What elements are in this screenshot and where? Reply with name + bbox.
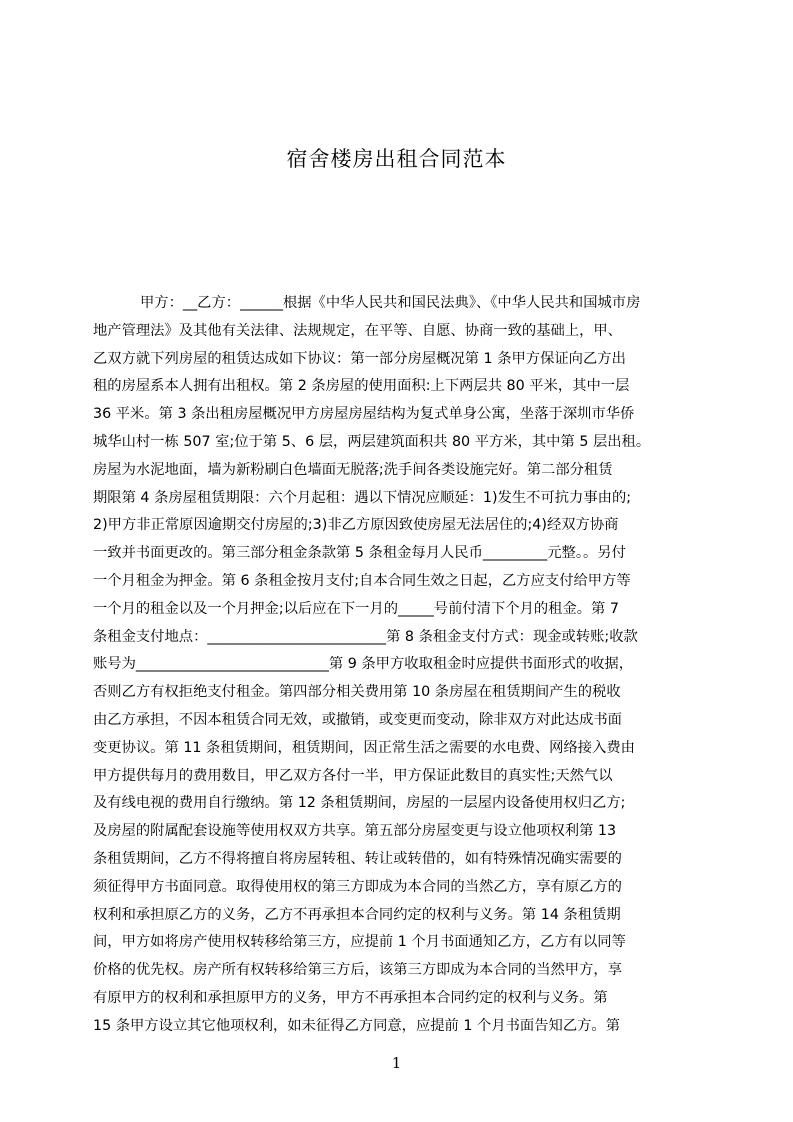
body-text-line: 有原甲方的权利和承担原甲方的义务，甲方不再承担本合同约定的权利与义务。第 <box>93 989 608 1006</box>
body-text-line: 36 平米。第 3 条出租房屋概况甲方房屋房屋结构为复式单身公寓，坐落于深圳市华侨 <box>93 406 635 423</box>
body-text-line: 条租金支付地点：_________________________第 8 条租金支付方式：现金或转账;收款 <box>93 628 638 645</box>
body-text-line: 2)甲方非正常原因逾期交付房屋的;3)非乙方原因致使房屋无法居住的;4)经双方协商 <box>93 517 619 534</box>
body-text-line: 账号为___________________________第 9 条甲方收取租金时应提供书面形式的收据， <box>93 656 634 673</box>
body-text-line: 房屋为水泥地面，墙为新粉刷白色墙面无脱落;洗手间各类设施完好。第二部分租赁 <box>93 461 613 478</box>
body-text-line: 甲方：__乙方：______根据《中华人民共和国民法典》、《中华人民共和国城市房 <box>140 295 641 311</box>
body-text-line: 条租赁期间，乙方不得将擅自将房屋转租、转让或转借的，如有特殊情况确实需要的 <box>93 850 622 867</box>
body-text-line: 城华山村一栋 507 室;位于第 5、6 层，两层建筑面积共 80 平方米，其中第 5 层出租。 <box>93 433 651 450</box>
document-title: 宿舍楼房出租合同范本 <box>286 147 507 171</box>
body-text-line: 一个月租金为押金。第 6 条租金按月支付;自本合同生效之日起，乙方应支付给甲方等 <box>93 572 631 589</box>
body-text-line: 一个月的租金以及一个月押金;以后应在下一月的_____号前付清下个月的租金。第 7 <box>93 600 619 617</box>
body-text-line: 及房屋的附属配套设施等使用权双方共享。第五部分房屋变更与设立他项权利第 13 <box>93 823 617 840</box>
body-text-line: 15 条甲方设立其它他项权利，如未征得乙方同意，应提前 1 个月书面告知乙方。第 <box>93 1017 621 1034</box>
body-text-line: 间，甲方如将房产使用权转移给第三方，应提前 1 个月书面通知乙方，乙方有以同等 <box>93 934 626 951</box>
body-text-line: 价格的优先权。房产所有权转移给第三方后，该第三方即成为本合同的当然甲方，享 <box>93 962 622 979</box>
body-text-line: 乙双方就下列房屋的租赁达成如下协议：第一部分房屋概况第 1 条甲方保证向乙方出 <box>93 350 626 367</box>
document-body <box>93 290 699 1040</box>
body-text-line: 变更协议。第 11 条租赁期间，租赁期间，因正常生活之需要的水电费、网络接入费由 <box>93 739 635 756</box>
page-number: 1 <box>391 1054 402 1072</box>
body-text-line: 地产管理法》及其他有关法律、法规规定，在平等、自愿、协商一致的基础上，甲、 <box>93 322 622 339</box>
body-text-line: 租的房屋系本人拥有出租权。第 2 条房屋的使用面积:上下两层共 80 平米，其中一层 <box>93 378 630 395</box>
body-text-line: 须征得甲方书面同意。取得使用权的第三方即成为本合同的当然乙方，享有原乙方的 <box>93 878 622 895</box>
body-text-line: 甲方提供每月的费用数目，甲乙双方各付一半，甲方保证此数目的真实性;天然气以 <box>93 767 613 784</box>
body-text-line: 一致并书面更改的。第三部分租金条款第 5 条租金每月人民币_________元整。。另付 <box>93 545 626 562</box>
body-text-line: 由乙方承担，不因本租赁合同无效，或撤销，或变更而变动，除非双方对此达成书面 <box>93 711 622 728</box>
body-text-line: 否则乙方有权拒绝支付租金。第四部分相关费用第 10 条房屋在租赁期间产生的税收 <box>93 684 621 701</box>
body-text-line: 期限第 4 条房屋租赁期限：六个月起租：遇以下情况应顺延：1)发生不可抗力事由的; <box>93 489 632 506</box>
body-text-line: 权利和承担原乙方的义务，乙方不再承担本合同约定的权利与义务。第 14 条租赁期 <box>93 906 621 923</box>
body-text-line: 及有线电视的费用自行缴纳。第 12 条租赁期间，房屋的一层屋内设备使用权归乙方; <box>93 795 626 812</box>
